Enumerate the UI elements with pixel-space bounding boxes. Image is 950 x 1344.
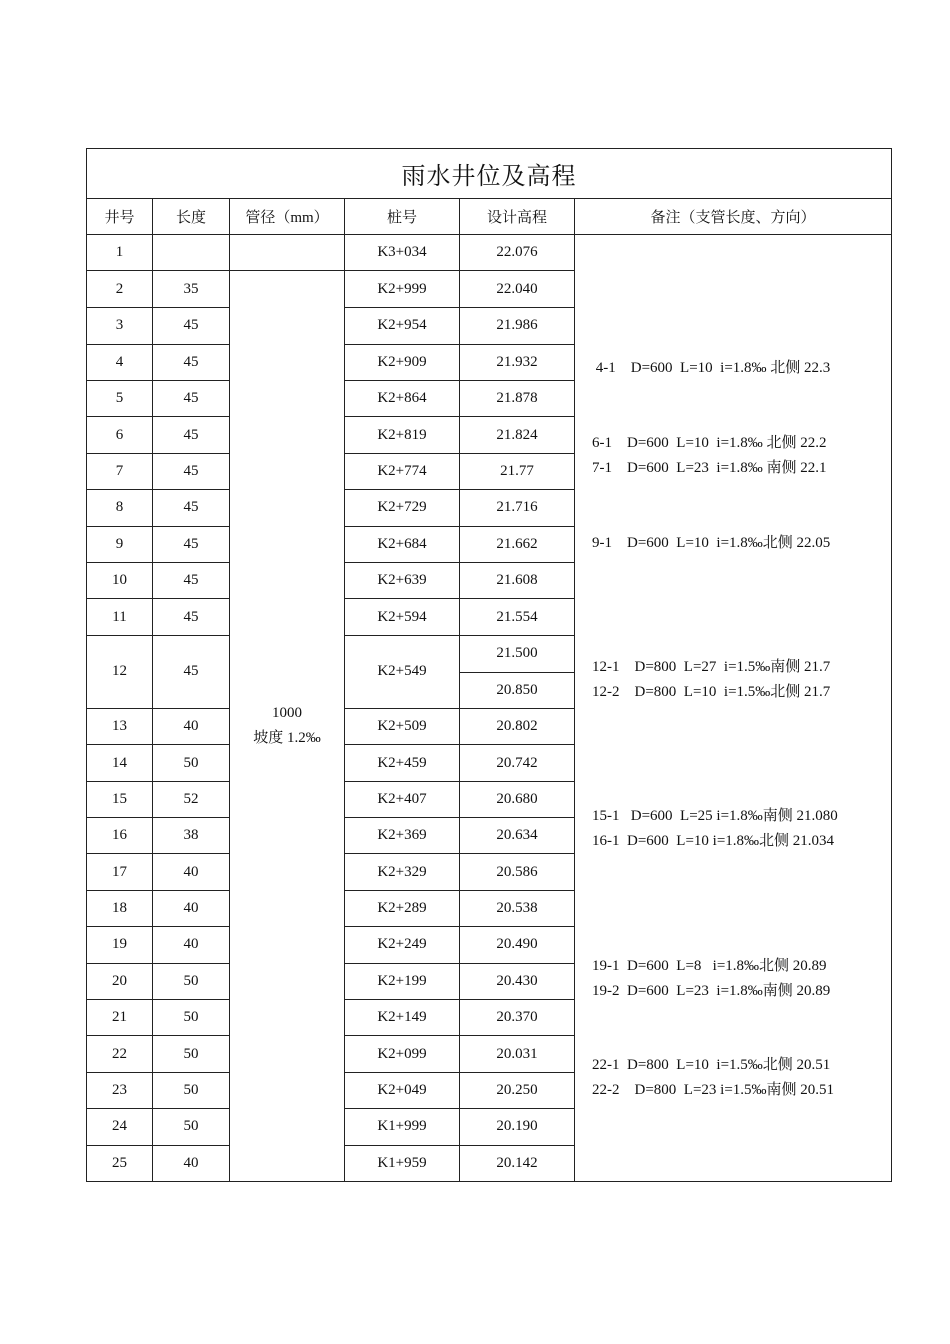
well-no-cell: 3 <box>87 308 153 344</box>
elevation-cell: 21.608 <box>460 562 575 598</box>
station-cell: K2+099 <box>345 1036 460 1072</box>
length-cell: 50 <box>153 963 230 999</box>
length-cell: 52 <box>153 781 230 817</box>
well-no-cell: 15 <box>87 781 153 817</box>
well-no-cell: 6 <box>87 417 153 453</box>
well-no-cell: 14 <box>87 745 153 781</box>
header-station: 桩号 <box>345 199 460 235</box>
station-cell: K2+329 <box>345 854 460 890</box>
elevation-cell: 21.716 <box>460 490 575 526</box>
branch-pipe-note: 12-2 D=800 L=10 i=1.5‰北侧 21.7 <box>592 684 831 700</box>
station-cell: K2+149 <box>345 1000 460 1036</box>
station-cell: K2+819 <box>345 417 460 453</box>
length-cell: 40 <box>153 927 230 963</box>
branch-pipe-note: 6-1 D=600 L=10 i=1.8‰ 北侧 22.2 <box>592 435 827 451</box>
station-cell: K3+034 <box>345 235 460 271</box>
header-diameter: 管径（mm） <box>230 199 345 235</box>
elevation-cell: 20.802 <box>460 708 575 744</box>
remarks-cell <box>575 235 892 1182</box>
length-cell: 38 <box>153 818 230 854</box>
pipe-spec-cell <box>230 271 345 1182</box>
pipe-slope: 坡度 1.2‰ <box>253 730 321 747</box>
length-cell: 40 <box>153 708 230 744</box>
branch-pipe-note: 7-1 D=600 L=23 i=1.8‰ 南侧 22.1 <box>592 460 827 476</box>
well-no-cell: 5 <box>87 380 153 416</box>
branch-pipe-note: 9-1 D=600 L=10 i=1.8‰北侧 22.05 <box>592 535 831 551</box>
header-remarks: 备注（支管长度、方向） <box>575 199 892 235</box>
elevation-cell: 21.554 <box>460 599 575 635</box>
header-row <box>87 199 892 235</box>
elevation-cell: 22.076 <box>460 235 575 271</box>
length-cell: 40 <box>153 890 230 926</box>
well-no-cell: 11 <box>87 599 153 635</box>
well-no-cell: 22 <box>87 1036 153 1072</box>
elevation-cell: 20.250 <box>460 1072 575 1108</box>
document-page <box>86 148 891 1182</box>
station-cell: K1+999 <box>345 1109 460 1145</box>
length-cell: 45 <box>153 635 230 708</box>
branch-pipe-note: 4-1 D=600 L=10 i=1.8‰ 北侧 22.3 <box>592 360 831 376</box>
length-cell: 50 <box>153 745 230 781</box>
elevation-cell: 21.500 <box>460 635 575 672</box>
station-cell: K2+774 <box>345 453 460 489</box>
station-cell: K2+594 <box>345 599 460 635</box>
length-cell: 45 <box>153 599 230 635</box>
elevation-cell: 20.634 <box>460 818 575 854</box>
well-no-cell: 18 <box>87 890 153 926</box>
elevation-cell: 20.850 <box>460 672 575 708</box>
elevation-cell: 21.824 <box>460 417 575 453</box>
elevation-cell: 20.031 <box>460 1036 575 1072</box>
station-cell: K2+407 <box>345 781 460 817</box>
table-row <box>87 235 892 271</box>
elevation-cell: 20.680 <box>460 781 575 817</box>
well-no-cell: 17 <box>87 854 153 890</box>
branch-pipe-note: 22-1 D=800 L=10 i=1.5‰北侧 20.51 <box>592 1057 831 1073</box>
elevation-cell: 20.190 <box>460 1109 575 1145</box>
well-no-cell: 1 <box>87 235 153 271</box>
station-cell: K2+909 <box>345 344 460 380</box>
well-no-cell: 21 <box>87 1000 153 1036</box>
elevation-cell: 20.538 <box>460 890 575 926</box>
well-no-cell: 13 <box>87 708 153 744</box>
station-cell: K2+289 <box>345 890 460 926</box>
station-cell: K2+549 <box>345 635 460 708</box>
elevation-cell: 20.490 <box>460 927 575 963</box>
elevation-cell: 22.040 <box>460 271 575 308</box>
length-cell: 45 <box>153 380 230 416</box>
length-cell: 50 <box>153 1036 230 1072</box>
well-no-cell: 23 <box>87 1072 153 1108</box>
diameter-cell <box>230 235 345 271</box>
branch-pipe-note: 12-1 D=800 L=27 i=1.5‰南侧 21.7 <box>592 659 831 675</box>
station-cell: K2+864 <box>345 380 460 416</box>
length-cell: 45 <box>153 490 230 526</box>
elevation-cell: 21.878 <box>460 380 575 416</box>
elevation-cell: 20.586 <box>460 854 575 890</box>
station-cell: K2+459 <box>345 745 460 781</box>
station-cell: K2+199 <box>345 963 460 999</box>
well-no-cell: 2 <box>87 271 153 308</box>
length-cell: 45 <box>153 453 230 489</box>
station-cell: K2+049 <box>345 1072 460 1108</box>
length-cell: 45 <box>153 308 230 344</box>
elevation-cell: 20.742 <box>460 745 575 781</box>
length-cell: 35 <box>153 271 230 308</box>
station-cell: K2+249 <box>345 927 460 963</box>
elevation-cell: 20.430 <box>460 963 575 999</box>
station-cell: K2+509 <box>345 708 460 744</box>
length-cell: 45 <box>153 344 230 380</box>
elevation-cell: 21.662 <box>460 526 575 562</box>
header-elevation: 设计高程 <box>460 199 575 235</box>
length-cell: 45 <box>153 417 230 453</box>
station-cell: K2+999 <box>345 271 460 308</box>
elevation-cell: 21.986 <box>460 308 575 344</box>
elevation-cell: 21.932 <box>460 344 575 380</box>
pipe-size: 1000 <box>272 705 302 722</box>
station-cell: K1+959 <box>345 1145 460 1181</box>
station-cell: K2+369 <box>345 818 460 854</box>
branch-pipe-note: 19-1 D=600 L=8 i=1.8‰北侧 20.89 <box>592 958 827 974</box>
branch-pipe-note: 19-2 D=600 L=23 i=1.8‰南侧 20.89 <box>592 983 831 999</box>
elevation-cell: 21.77 <box>460 453 575 489</box>
length-cell: 40 <box>153 854 230 890</box>
well-no-cell: 19 <box>87 927 153 963</box>
branch-pipe-note: 16-1 D=600 L=10 i=1.8‰北侧 21.034 <box>592 833 835 849</box>
well-no-cell: 25 <box>87 1145 153 1181</box>
table-title: 雨水井位及高程 <box>87 149 892 199</box>
well-no-cell: 10 <box>87 562 153 598</box>
well-no-cell: 12 <box>87 635 153 708</box>
length-cell: 40 <box>153 1145 230 1181</box>
branch-pipe-note: 22-2 D=800 L=23 i=1.5‰南侧 20.51 <box>592 1082 835 1098</box>
header-length: 长度 <box>153 199 230 235</box>
length-cell <box>153 235 230 271</box>
well-no-cell: 24 <box>87 1109 153 1145</box>
well-no-cell: 9 <box>87 526 153 562</box>
length-cell: 50 <box>153 1072 230 1108</box>
well-no-cell: 4 <box>87 344 153 380</box>
elevation-cell: 20.370 <box>460 1000 575 1036</box>
elevation-cell: 20.142 <box>460 1145 575 1181</box>
well-no-cell: 20 <box>87 963 153 999</box>
well-no-cell: 8 <box>87 490 153 526</box>
station-cell: K2+639 <box>345 562 460 598</box>
station-cell: K2+954 <box>345 308 460 344</box>
length-cell: 45 <box>153 562 230 598</box>
length-cell: 45 <box>153 526 230 562</box>
length-cell: 50 <box>153 1000 230 1036</box>
well-no-cell: 7 <box>87 453 153 489</box>
header-well-no: 井号 <box>87 199 153 235</box>
branch-pipe-note: 15-1 D=600 L=25 i=1.8‰南侧 21.080 <box>592 808 838 824</box>
rainwater-well-table <box>86 148 892 1182</box>
station-cell: K2+684 <box>345 526 460 562</box>
well-no-cell: 16 <box>87 818 153 854</box>
length-cell: 50 <box>153 1109 230 1145</box>
station-cell: K2+729 <box>345 490 460 526</box>
